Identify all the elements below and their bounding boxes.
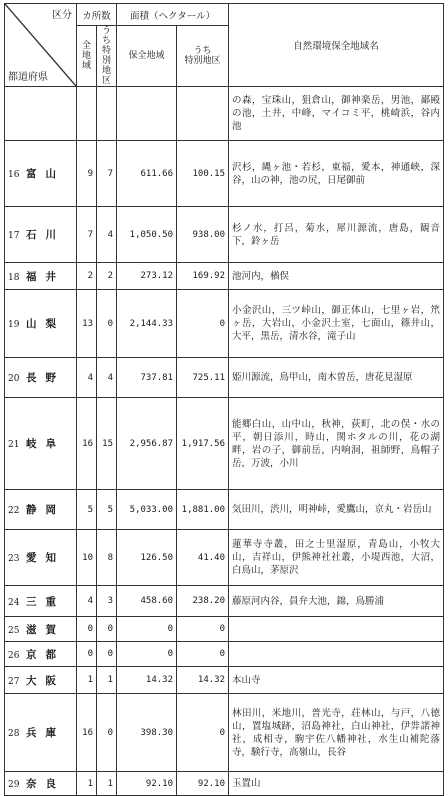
area-names: 蓮華寺寺叢，田之士里湿原，青島山，小牧大山，吉祥山，伊熊神社社叢，小堤西池，大沼，白鳥山，茅原沢 xyxy=(229,530,444,586)
table-row xyxy=(5,694,444,772)
area-names: 沢杉，縄ヶ池・若杉，東福，愛本，神通峡，深谷，山の神，池の尻，日尾御前 xyxy=(229,141,444,207)
header-area-total: 保全地域 xyxy=(117,26,177,87)
area-total: 126.50 xyxy=(117,530,177,586)
prefecture-name: 大阪 xyxy=(26,674,65,687)
header-category: 区分 xyxy=(52,10,72,21)
count-total: 0 xyxy=(77,642,97,667)
count-total: 13 xyxy=(77,290,97,358)
count-special: 7 xyxy=(97,141,117,207)
prefecture-cell xyxy=(5,290,77,358)
header-count-total: 全 地域 xyxy=(77,26,97,87)
count-total: 4 xyxy=(77,586,97,617)
table-row xyxy=(5,398,444,490)
prefecture-name: 兵庫 xyxy=(26,727,65,739)
area-total: 14.32 xyxy=(117,667,177,694)
prefecture-code: 28 xyxy=(8,729,20,739)
area-total: 273.12 xyxy=(117,263,177,290)
area-total: 2,956.87 xyxy=(117,398,177,490)
header-corner xyxy=(5,4,77,87)
count-special: 0 xyxy=(97,617,117,642)
count-total: 5 xyxy=(77,490,97,530)
area-special: 92.10 xyxy=(177,772,229,796)
table-row xyxy=(5,290,444,358)
prefecture-code: 25 xyxy=(8,625,20,636)
count-total: 1 xyxy=(77,667,97,694)
prefecture-cell xyxy=(5,694,77,772)
prefecture-name: 富山 xyxy=(26,168,65,180)
count-special: 4 xyxy=(97,207,117,263)
area-special: 14.32 xyxy=(177,667,229,694)
area-total: 92.10 xyxy=(117,772,177,796)
count-special: 5 xyxy=(97,490,117,530)
area-names xyxy=(229,642,444,667)
table-row xyxy=(5,490,444,530)
prefecture-name: 愛知 xyxy=(26,552,65,564)
prefecture-code: 29 xyxy=(8,780,20,790)
prefecture-name: 石川 xyxy=(26,229,65,241)
area-names: 林田川，米地川，普光寺，荘林山，与戸，八徳山，置塩城跡，沼島神社，白山神社，伊弉諾神社，成相寺，駒宇佐八幡神社，水生山補陀落寺，験行寺，高嶺山，長谷 xyxy=(229,694,444,772)
header-area-names: 自然環境保全地域名 xyxy=(229,4,444,87)
table-row xyxy=(5,207,444,263)
table-row xyxy=(5,617,444,642)
count-special: 0 xyxy=(97,642,117,667)
prefecture-code: 24 xyxy=(8,597,20,608)
area-total: 0 xyxy=(117,617,177,642)
area-special: 0 xyxy=(177,642,229,667)
prefecture-code: 26 xyxy=(8,650,20,661)
area-names: 玉置山 xyxy=(229,772,444,796)
table-row xyxy=(5,642,444,667)
prefecture-name: 奈良 xyxy=(26,778,65,790)
prefecture-cell xyxy=(5,586,77,617)
area-names xyxy=(229,617,444,642)
area-names: の森，宝珠山，狙倉山，御神楽岳，男池，鄙殿の池，土井，中峰，マイコミ平，桃崎浜，谷内池 xyxy=(229,87,444,141)
prefecture-cell xyxy=(5,617,77,642)
area-special: 0 xyxy=(177,617,229,642)
table-row xyxy=(5,358,444,398)
table-row xyxy=(5,141,444,207)
area-names: 藤原河内谷，員弁大池，錦，鳥勝浦 xyxy=(229,586,444,617)
area-names: 杉ノ水，打呂，菊水，犀川源流，唐島，観音下，鈴ヶ岳 xyxy=(229,207,444,263)
prefecture-cell xyxy=(5,642,77,667)
count-total: 16 xyxy=(77,694,97,772)
area-total: 611.66 xyxy=(117,141,177,207)
area-total: 398.30 xyxy=(117,694,177,772)
count-total: 10 xyxy=(77,530,97,586)
count-special: 3 xyxy=(97,586,117,617)
count-total: 4 xyxy=(77,358,97,398)
prefecture-code: 21 xyxy=(8,440,20,450)
area-special: 0 xyxy=(177,694,229,772)
table-row xyxy=(5,772,444,796)
table-row xyxy=(5,530,444,586)
count-total: 16 xyxy=(77,398,97,490)
area-special: 238.20 xyxy=(177,586,229,617)
prefecture-code: 18 xyxy=(8,272,20,283)
prefecture-cell xyxy=(5,141,77,207)
count-total: 2 xyxy=(77,263,97,290)
prefecture-cell xyxy=(5,398,77,490)
prefecture-name: 長野 xyxy=(26,372,65,384)
area-total: 458.60 xyxy=(117,586,177,617)
prefecture-code: 20 xyxy=(8,374,20,384)
area-names: 能郷白山，山中山，秋神，荻町，北の俣・水の平，朝日添川，時山，関ホタルの川，花の湖畔，岩の子，御前岳，内响洞，祖師野，鳥帽子岳，万波，小川 xyxy=(229,398,444,490)
header-count-special: うち 特別地区 xyxy=(97,26,117,87)
prefecture-cell xyxy=(5,490,77,530)
count-special: 0 xyxy=(97,290,117,358)
area-special: 938.00 xyxy=(177,207,229,263)
header-area-group: 面積（ヘクタール） xyxy=(117,4,229,26)
header-count-group: カ所数 xyxy=(77,4,117,26)
area-names: 本山寺 xyxy=(229,667,444,694)
prefecture-cell xyxy=(5,772,77,796)
count-special: 8 xyxy=(97,530,117,586)
count-total: 9 xyxy=(77,141,97,207)
count-special: 2 xyxy=(97,263,117,290)
prefecture-name: 三重 xyxy=(26,595,65,608)
area-names: 姫川源流，鳥甲山，南木曽岳，唐花見湿原 xyxy=(229,358,444,398)
header-prefecture: 都道府県 xyxy=(8,72,48,83)
prefecture-code: 22 xyxy=(8,506,20,516)
area-special: 1,917.56 xyxy=(177,398,229,490)
area-total: 5,033.00 xyxy=(117,490,177,530)
count-special: 4 xyxy=(97,358,117,398)
prefecture-cell xyxy=(5,263,77,290)
table-row-continuation xyxy=(5,87,444,141)
header-area-special: うち 特別地区 xyxy=(177,26,229,87)
count-special: 1 xyxy=(97,772,117,796)
area-total: 1,050.50 xyxy=(117,207,177,263)
area-names: 小金沢山，三ツ峠山，御正体山，七里ヶ岩，笊ヶ岳，大岩山，小金沢土室，七面山，篠井山，大平，黒岳，清水谷，滝子山 xyxy=(229,290,444,358)
prefecture-code: 16 xyxy=(8,170,20,180)
area-total: 737.81 xyxy=(117,358,177,398)
prefecture-code: 27 xyxy=(8,676,20,687)
prefecture-name: 京都 xyxy=(26,648,65,661)
area-special: 725.11 xyxy=(177,358,229,398)
area-special: 100.15 xyxy=(177,141,229,207)
prefecture-cell xyxy=(5,530,77,586)
area-special: 169.92 xyxy=(177,263,229,290)
prefecture-code: 23 xyxy=(8,554,20,564)
area-special: 41.40 xyxy=(177,530,229,586)
prefecture-code: 19 xyxy=(8,320,20,330)
area-special: 1,881.00 xyxy=(177,490,229,530)
count-total: 7 xyxy=(77,207,97,263)
table-row xyxy=(5,667,444,694)
area-total: 0 xyxy=(117,642,177,667)
prefecture-cell xyxy=(5,667,77,694)
count-special: 0 xyxy=(97,694,117,772)
table-row xyxy=(5,263,444,290)
area-names: 池河内，楢俣 xyxy=(229,263,444,290)
prefecture-name: 静岡 xyxy=(26,504,65,516)
count-special: 1 xyxy=(97,667,117,694)
prefecture-cell xyxy=(5,207,77,263)
count-total: 0 xyxy=(77,617,97,642)
area-special: 0 xyxy=(177,290,229,358)
area-names: 気田川，渋川，明神峠，愛鷹山，京丸・岩岳山 xyxy=(229,490,444,530)
prefecture-name: 滋賀 xyxy=(26,623,65,636)
table-row xyxy=(5,586,444,617)
prefecture-name: 岐阜 xyxy=(26,438,65,450)
area-total: 2,144.33 xyxy=(117,290,177,358)
count-special: 15 xyxy=(97,398,117,490)
prefecture-name: 山梨 xyxy=(26,318,65,330)
prefecture-code: 17 xyxy=(8,231,20,241)
prefecture-name: 福井 xyxy=(26,270,65,283)
count-total: 1 xyxy=(77,772,97,796)
nature-conservation-table xyxy=(4,3,444,796)
prefecture-cell xyxy=(5,358,77,398)
